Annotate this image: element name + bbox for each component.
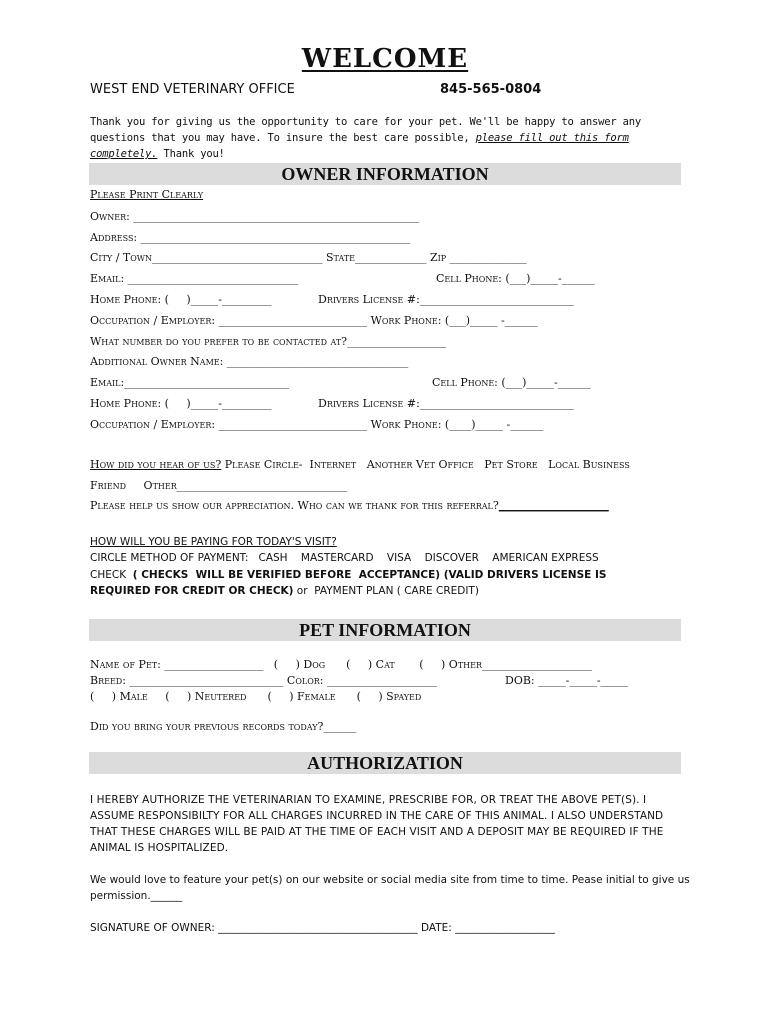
additional-owner-field[interactable]: Additional Owner Name: _________________________________ — [90, 355, 409, 368]
email-field[interactable]: Email: _______________________________ — [90, 272, 299, 285]
dob-field[interactable]: DOB: _____-_____-_____ — [505, 674, 629, 687]
feature-permission-text[interactable]: We would love to feature your pet(s) on our website or social media site from time to time. Pease initial to give us permission.______ — [90, 874, 690, 902]
referral-thanks: Please help us show our appreciation. Who can we thank for this referral? — [90, 499, 499, 512]
friend-other-field[interactable]: Friend Other_______________________________ — [90, 479, 348, 492]
office-phone: 845-565-0804 — [440, 82, 542, 97]
intro-paragraph: Thank you for giving us the opportunity to care for your pet. We'll be happy to answer any questions that you may have. To insure the best care possible, please fill out this form completely. Thank you! — [90, 116, 641, 160]
home-phone-field-2[interactable]: Home Phone: ( )_____-_________ — [90, 397, 272, 410]
payment-plan-option[interactable]: PAYMENT PLAN ( CARE CREDIT) — [310, 585, 479, 597]
owner-name-field[interactable]: Owner: ____________________________________________________ — [90, 210, 420, 223]
intro-emphasis: please fill out this form completely. — [90, 132, 629, 160]
cell-phone-field-2[interactable]: Cell Phone: (___)_____-______ — [432, 376, 591, 389]
cell-phone-field[interactable]: Cell Phone: (___)_____-______ — [436, 272, 595, 285]
payment-heading: HOW WILL YOU BE PAYING FOR TODAY'S VISIT? — [90, 536, 337, 548]
check-row — [90, 568, 606, 582]
pet-section-heading: PET INFORMATION — [89, 619, 681, 641]
or-text: or — [293, 585, 311, 597]
payment-circle-label: CIRCLE METHOD OF PAYMENT: — [90, 552, 249, 564]
owner-section-heading: OWNER INFORMATION — [89, 163, 681, 185]
records-field[interactable]: Did you bring your previous records today?______ — [90, 720, 357, 733]
occupation-field-2[interactable]: Occupation / Employer: ___________________________ Work Phone: (____)_____ -______ — [90, 418, 544, 431]
payment-methods-row — [90, 551, 599, 565]
office-name: WEST END VETERINARY OFFICE — [90, 82, 295, 97]
occupation-field[interactable]: Occupation / Employer: ___________________________ Work Phone: (___)_____ -______ — [90, 314, 538, 327]
referral-question: How did you hear of us? — [90, 458, 222, 471]
print-clearly-note: Please Print Clearly — [90, 188, 204, 201]
city-state-zip-field[interactable]: City / Town_______________________________ State_____________ Zip ______________ — [90, 251, 527, 264]
authorization-text: I HEREBY AUTHORIZE THE VETERINARIAN TO EXAMINE, PRESCRIBE FOR, OR TREAT THE ABOVE PET(S). I ASSUME RESPONSIBILTY FOR ALL CHARGES INCURRED IN THE CARE OF THIS ANIMAL. I ALSO UNDERSTAND THAT THESE CHARGES WILL BE PAID AT THE TIME OF EACH VISIT AND A DEPOSIT MAY BE REQUIRED IF THE ANIMAL IS HOSPITALIZED. — [90, 794, 664, 854]
email-field-2[interactable]: Email:______________________________ — [90, 376, 290, 389]
check-row-2 — [90, 584, 479, 598]
referral-thanks-blank[interactable]: ____________________ — [498, 499, 609, 512]
page-title: WELCOME — [301, 44, 469, 74]
home-phone-field[interactable]: Home Phone: ( )_____-_________ — [90, 293, 272, 306]
drivers-license-field[interactable]: Drivers License #:____________________________ — [318, 293, 574, 306]
referral-options[interactable]: Please Circle- Internet Another Vet Office Pet Store Local Business — [221, 458, 630, 471]
address-field[interactable]: Address: _________________________________________________ — [90, 231, 411, 244]
referral-question-row — [90, 458, 630, 472]
check-option[interactable]: CHECK — [90, 569, 133, 581]
pet-name-field[interactable]: Name of Pet: __________________ ( ) Dog ( ) Cat ( ) Other____________________ — [90, 658, 593, 671]
drivers-license-field-2[interactable]: Drivers License #:____________________________ — [318, 397, 574, 410]
check-note-2: REQUIRED FOR CREDIT OR CHECK) — [90, 585, 294, 597]
sex-options[interactable]: ( ) Male ( ) Neutered ( ) Female ( ) Spayed — [90, 690, 422, 703]
check-note: ( CHECKS WILL BE VERIFIED BEFORE ACCEPTANCE) (VALID DRIVERS LICENSE IS — [132, 569, 607, 581]
referral-thanks-row — [90, 499, 609, 513]
signature-date-field[interactable]: SIGNATURE OF OWNER: ______________________________________ DATE: ___________________ — [90, 922, 555, 934]
preferred-contact-field[interactable]: What number do you prefer to be contacted at?__________________ — [90, 335, 447, 348]
payment-methods[interactable]: CASH MASTERCARD VISA DISCOVER AMERICAN EXPRESS — [258, 552, 599, 564]
breed-color-field[interactable]: Breed: ____________________________ Color: ____________________ — [90, 674, 437, 687]
authorization-heading: AUTHORIZATION — [89, 752, 681, 774]
